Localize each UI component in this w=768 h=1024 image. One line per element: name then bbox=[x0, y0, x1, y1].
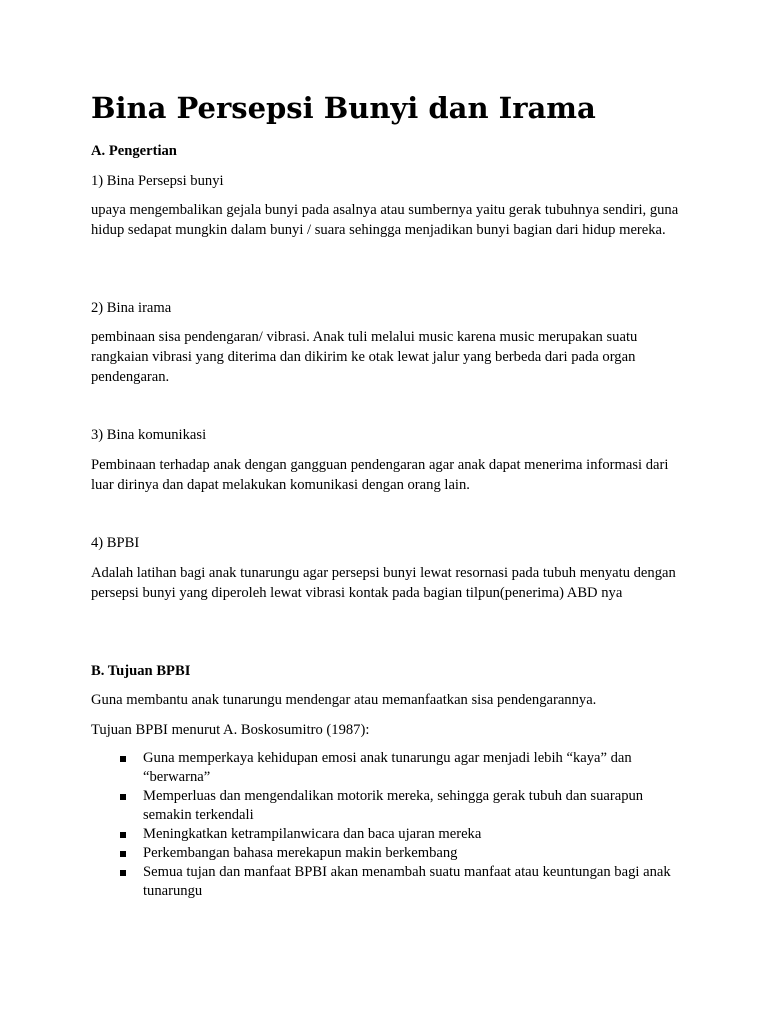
square-bullet-icon bbox=[120, 756, 126, 762]
item-1-label: 1) Bina Persepsi bunyi bbox=[91, 173, 224, 189]
bullet-text: Memperluas dan mengendalikan motorik mereka, sehingga gerak tubuh dan suarapun semakin terkendali bbox=[143, 788, 644, 823]
bullet-item bbox=[120, 825, 680, 844]
bullet-text: Semua tujan dan manfaat BPBI akan menambah suatu manfaat atau keuntungan bagi anak tunarungu bbox=[143, 864, 671, 899]
item-3-text: Pembinaan terhadap anak dengan gangguan pendengaran agar anak dapat menerima informasi dari luar dirinya dan dapat melakukan komunikasi dengan orang lain. bbox=[91, 457, 669, 493]
square-bullet-icon bbox=[120, 851, 126, 857]
bullet-text: Meningkatkan ketrampilanwicara dan baca ujaran mereka bbox=[143, 826, 482, 842]
bullet-text: Perkembangan bahasa merekapun makin berkembang bbox=[143, 845, 458, 861]
bullet-item bbox=[120, 844, 680, 863]
item-2-text: pembinaan sisa pendengaran/ vibrasi. Anak tuli melalui music karena music merupakan suatu rangkaian vibrasi yang diterima dan dikirim ke otak lewat jalur yang berbeda dari pada organ pendengaran. bbox=[91, 329, 638, 385]
item-4-label: 4) BPBI bbox=[91, 535, 140, 551]
square-bullet-icon bbox=[120, 870, 126, 876]
square-bullet-icon bbox=[120, 832, 126, 838]
item-1-text: upaya mengembalikan gejala bunyi pada asalnya atau sumbernya yaitu gerak tubuhnya sendiri, guna hidup sedapat mungkin dalam bunyi / suara sehingga menjadikan bunyi bagian dari hidup mereka. bbox=[91, 202, 679, 238]
square-bullet-icon bbox=[120, 794, 126, 800]
item-3-label: 3) Bina komunikasi bbox=[91, 427, 207, 443]
bullet-item bbox=[120, 863, 680, 901]
item-2-label: 2) Bina irama bbox=[91, 300, 172, 316]
bullet-text: Guna memperkaya kehidupan emosi anak tunarungu agar menjadi lebih “kaya” dan “berwarna” bbox=[143, 750, 632, 785]
page-title: Bina Persepsi Bunyi dan Irama bbox=[91, 91, 596, 125]
section-b-intro: Guna membantu anak tunarungu mendengar atau memanfaatkan sisa pendengarannya. bbox=[91, 692, 597, 708]
section-a-heading: A. Pengertian bbox=[91, 143, 177, 159]
tujuan-bullet-list bbox=[120, 749, 680, 901]
section-b-heading: B. Tujuan BPBI bbox=[91, 663, 191, 679]
bullet-item bbox=[120, 749, 680, 787]
section-b-subhead: Tujuan BPBI menurut A. Boskosumitro (1987): bbox=[91, 722, 370, 738]
bullet-item bbox=[120, 787, 680, 825]
item-4-text: Adalah latihan bagi anak tunarungu agar persepsi bunyi lewat resornasi pada tubuh menyatu dengan persepsi bunyi yang diperoleh lewat vibrasi kontak pada bagian tilpun(penerima) ABD nya bbox=[91, 565, 676, 601]
